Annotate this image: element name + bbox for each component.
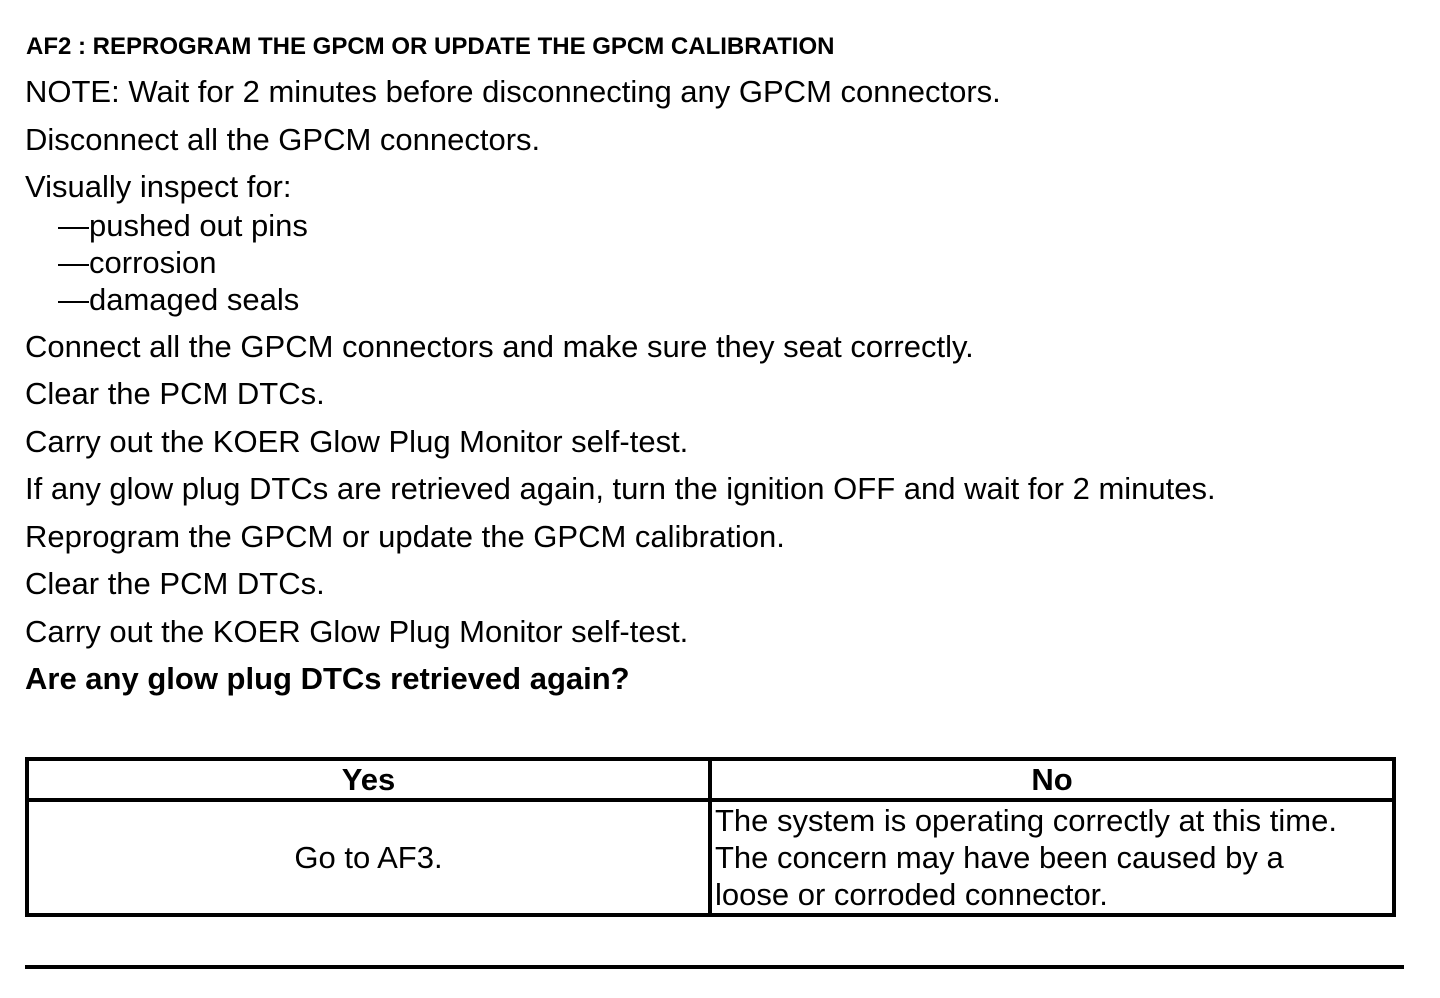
no-result-cell bbox=[710, 800, 1394, 915]
no-header: No bbox=[710, 759, 1394, 800]
inspect-item: —pushed out pins bbox=[58, 208, 308, 243]
step-clear-dtcs: Clear the PCM DTCs. bbox=[25, 376, 325, 411]
result-table bbox=[25, 757, 1396, 917]
step-reprogram: Reprogram the GPCM or update the GPCM calibration. bbox=[25, 519, 785, 554]
no-result-line: The concern may have been caused by a bbox=[715, 840, 1284, 875]
section-heading: AF2 : REPROGRAM THE GPCM OR UPDATE THE GPCM CALIBRATION bbox=[26, 33, 835, 60]
yes-result-cell: Go to AF3. bbox=[27, 800, 710, 915]
inspect-list bbox=[58, 207, 308, 318]
inspect-item: —damaged seals bbox=[58, 282, 300, 317]
step-ignition-off: If any glow plug DTCs are retrieved again, turn the ignition OFF and wait for 2 minutes. bbox=[25, 471, 1216, 506]
inspect-item: —corrosion bbox=[58, 245, 217, 280]
no-result-line: The system is operating correctly at this time. bbox=[715, 803, 1337, 838]
step-connect: Connect all the GPCM connectors and make sure they seat correctly. bbox=[25, 329, 974, 364]
no-result-line: loose or corroded connector. bbox=[715, 877, 1108, 912]
step-self-test: Carry out the KOER Glow Plug Monitor self-test. bbox=[25, 424, 689, 459]
note-line: NOTE: Wait for 2 minutes before disconnecting any GPCM connectors. bbox=[25, 74, 1001, 109]
yes-header: Yes bbox=[27, 759, 710, 800]
step-clear-dtcs-again: Clear the PCM DTCs. bbox=[25, 566, 325, 601]
table-header-row bbox=[27, 759, 1394, 800]
question-line: Are any glow plug DTCs retrieved again? bbox=[25, 661, 630, 696]
step-inspect: Visually inspect for: bbox=[25, 169, 292, 204]
step-disconnect: Disconnect all the GPCM connectors. bbox=[25, 122, 541, 157]
step-self-test-again: Carry out the KOER Glow Plug Monitor self-test. bbox=[25, 614, 689, 649]
bottom-divider bbox=[25, 965, 1404, 969]
table-row bbox=[27, 800, 1394, 915]
